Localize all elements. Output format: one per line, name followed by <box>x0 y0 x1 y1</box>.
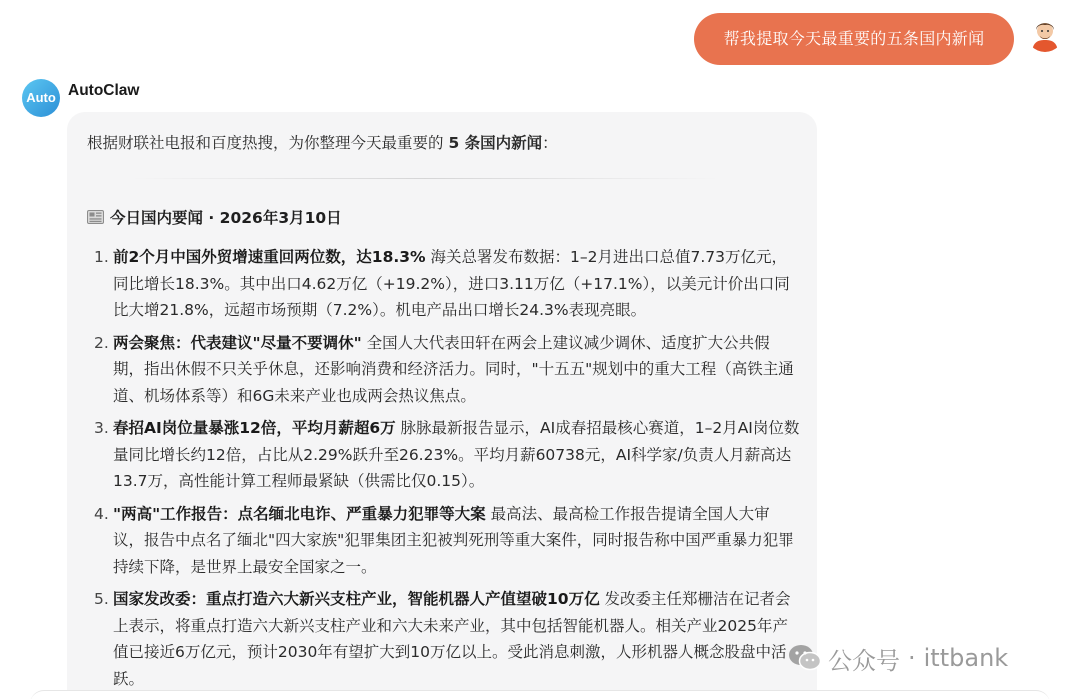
news-item-body: 发改委主任郑栅洁在记者会上表示，将重点打造六大新兴支柱产业和六大未来产业，其中包括智能机器人。相关产业2025年产值已接近6万亿元，预计2030年有望扩大到10万亿以上。受此消息刺激，人形机器人概念股盘中活跃。 <box>113 590 791 688</box>
news-item-1 <box>88 244 800 324</box>
news-item-body: 海关总署发布数据：1–2月进出口总值7.73万亿元，同比增长18.3%。其中出口4.62万亿（+19.2%），进口3.11万亿（+17.1%），以美元计价出口同比大增21.8%，远超市场预期（7.2%）。机电产品出口增长24.3%表现亮眼。 <box>113 248 790 319</box>
wechat-icon <box>788 643 822 673</box>
news-item-title: "两高"工作报告：点名缅北电诈、严重暴力犯罪等大案 <box>113 504 486 523</box>
news-item-number: 4. <box>94 504 109 523</box>
watermark-separator: · <box>908 644 916 672</box>
news-item-3 <box>88 415 800 495</box>
watermark-label: 公众号 <box>828 646 900 675</box>
news-item-5 <box>88 586 800 692</box>
user-avatar[interactable] <box>1026 14 1064 52</box>
news-item-title: 春招AI岗位量暴涨12倍，平均月薪超6万 <box>113 419 396 437</box>
user-message-bubble: 帮我提取今天最重要的五条国内新闻 <box>694 13 1014 65</box>
bot-avatar[interactable]: Auto <box>22 79 60 117</box>
news-item-number: 5. <box>94 590 109 608</box>
section-title <box>87 206 342 228</box>
bot-intro-text: 根据财联社电报和百度热搜，为你整理今天最重要的 5 条国内新闻： <box>87 134 558 152</box>
news-item-body: 最高法、最高检工作报告提请全国人大审议，报告中点名了缅北"四大家族"犯罪集团主犯被判死刑等重大案件，同时报告称中国严重暴力犯罪持续下降，是世界上最安全国家之一。 <box>113 504 794 576</box>
news-item-title: 两会聚焦：代表建议"尽量不要调休" <box>113 333 362 352</box>
news-item-number: 1. <box>94 248 109 266</box>
section-title-text: 今日国内要闻 · 2026年3月10日 <box>110 209 342 227</box>
newspaper-icon <box>87 210 104 224</box>
composer-edge <box>30 690 1050 699</box>
news-item-2 <box>88 330 800 410</box>
news-list <box>88 244 800 698</box>
user-avatar-icon <box>1026 14 1064 52</box>
news-item-number: 3. <box>94 419 109 437</box>
watermark-account: ittbank <box>923 644 1009 672</box>
news-item-body: 脉脉最新报告显示，AI成春招最核心赛道，1–2月AI岗位数量同比增长约12倍，占比从2.29%跃升至26.23%。平均月薪60738元，AI科学家/负责人月薪高达13.7万，高性能计算工程师最紧缺（供需比仅0.15）。 <box>113 419 800 490</box>
divider <box>130 178 720 179</box>
news-item-title: 前2个月中国外贸增速重回两位数，达18.3% <box>113 248 426 266</box>
watermark <box>788 640 1008 676</box>
news-item-4 <box>88 501 800 581</box>
news-item-body: 全国人大代表田轩在两会上建议减少调休、适度扩大公共假期，指出休假不只关乎休息，还影响消费和经济活力。同时，"十五五"规划中的重大工程（高铁主通道、机场体系等）和6G未来产业也成两会热议焦点。 <box>113 333 794 405</box>
news-item-title: 国家发改委：重点打造六大新兴支柱产业，智能机器人产值望破10万亿 <box>113 590 600 608</box>
news-item-number: 2. <box>94 333 109 352</box>
bot-name: AutoClaw <box>68 82 140 99</box>
